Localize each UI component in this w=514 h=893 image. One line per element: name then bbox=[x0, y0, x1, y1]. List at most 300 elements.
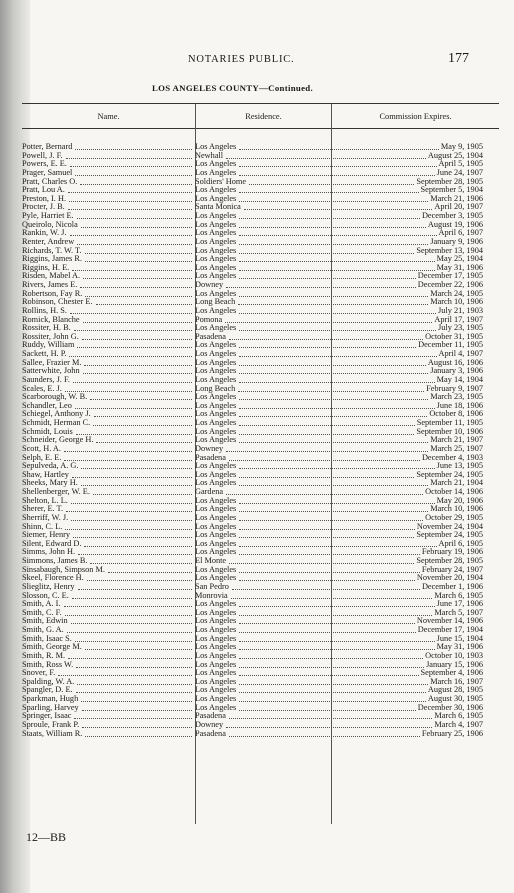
name-cell: Smith, Edwin bbox=[22, 617, 68, 626]
residence-cell: Pomona bbox=[195, 315, 223, 324]
dot-leader bbox=[239, 600, 435, 607]
table-row bbox=[22, 445, 499, 454]
residence-cell: Los Angeles bbox=[195, 496, 237, 505]
dot-leader bbox=[239, 548, 420, 555]
residence-cell: Monrovia bbox=[195, 591, 228, 600]
table-row bbox=[22, 592, 499, 601]
table-row bbox=[22, 281, 499, 290]
name-cell: Sallee, Frazier M. bbox=[22, 358, 82, 367]
expires-cell: June 18, 1906 bbox=[436, 401, 483, 410]
dot-leader bbox=[72, 592, 192, 599]
residence-cell: Los Angeles bbox=[195, 306, 237, 315]
expires-cell: November 14, 1906 bbox=[416, 617, 483, 626]
residence-cell: Gardena bbox=[195, 488, 224, 496]
residence-cell: Santa Monica bbox=[195, 203, 241, 212]
residence-cell: Los Angeles bbox=[195, 324, 237, 333]
dot-leader bbox=[239, 471, 414, 478]
name-cell: Smith, G. A. bbox=[22, 626, 64, 634]
table-row bbox=[22, 203, 499, 212]
dot-leader bbox=[239, 393, 428, 400]
residence-cell: El Monte bbox=[195, 557, 227, 565]
name-cell: Slosson, C. E. bbox=[22, 591, 69, 600]
dot-leader bbox=[64, 445, 192, 452]
expires-cell: June 17, 1906 bbox=[436, 600, 483, 609]
expires-cell: October 31, 1905 bbox=[425, 332, 483, 341]
name-cell: Rankin, W. J. bbox=[22, 229, 67, 238]
dot-leader bbox=[81, 221, 192, 228]
table-row bbox=[22, 635, 499, 644]
dot-leader bbox=[77, 212, 192, 219]
residence-cell: Pasadena bbox=[195, 712, 226, 721]
dot-leader bbox=[82, 721, 192, 728]
residence-cell: Los Angeles bbox=[195, 427, 237, 436]
table-row bbox=[22, 686, 499, 695]
dot-leader bbox=[239, 290, 428, 297]
residence-cell: Los Angeles bbox=[195, 651, 237, 660]
name-cell: Scott, H. A. bbox=[22, 444, 61, 453]
dot-leader bbox=[239, 376, 435, 383]
dot-leader bbox=[244, 203, 432, 210]
dot-leader bbox=[238, 385, 424, 392]
residence-cell: San Pedro bbox=[195, 582, 229, 591]
expires-cell: June 24, 1907 bbox=[436, 168, 483, 177]
dot-leader bbox=[239, 678, 428, 685]
dot-leader bbox=[77, 678, 192, 685]
dot-leader bbox=[239, 186, 419, 193]
residence-cell: Los Angeles bbox=[195, 419, 237, 427]
dot-leader bbox=[75, 635, 192, 642]
expires-cell: August 30, 1905 bbox=[427, 695, 483, 703]
dot-leader bbox=[96, 436, 192, 443]
expires-cell: December 30, 1906 bbox=[417, 703, 483, 712]
dot-leader bbox=[78, 583, 192, 590]
expires-cell: April 17, 1907 bbox=[434, 315, 483, 324]
table-row bbox=[22, 264, 499, 273]
residence-cell: Los Angeles bbox=[195, 194, 237, 203]
table-row bbox=[22, 531, 499, 540]
residence-cell: Los Angeles bbox=[195, 237, 237, 246]
dot-leader bbox=[81, 479, 192, 486]
table-row bbox=[22, 695, 499, 704]
table-body bbox=[22, 143, 499, 738]
dot-leader bbox=[239, 497, 435, 504]
residence-cell: Downey bbox=[195, 281, 224, 289]
table-row bbox=[22, 152, 499, 161]
residence-cell: Los Angeles bbox=[195, 143, 237, 151]
name-cell: Powell, J. F. bbox=[22, 151, 63, 160]
residence-cell: Los Angeles bbox=[195, 574, 237, 583]
name-cell: Shaw, Hartley bbox=[22, 470, 69, 479]
section-subtitle: LOS ANGELES COUNTY—Continued. bbox=[152, 83, 313, 93]
dot-leader bbox=[77, 341, 192, 348]
name-cell: Robertson, Fay R. bbox=[22, 289, 83, 298]
dot-leader bbox=[69, 350, 192, 357]
dot-leader bbox=[65, 523, 192, 530]
dot-leader bbox=[239, 160, 437, 167]
dot-leader bbox=[239, 402, 435, 409]
residence-cell: Los Angeles bbox=[195, 522, 237, 531]
dot-leader bbox=[85, 730, 192, 737]
dot-leader bbox=[90, 557, 192, 564]
dot-leader bbox=[83, 316, 192, 323]
name-cell: Sackett, H. P. bbox=[22, 350, 67, 358]
residence-cell: Downey bbox=[195, 444, 224, 453]
residence-cell: Los Angeles bbox=[195, 669, 237, 678]
name-cell: Scales, E. J. bbox=[22, 384, 62, 393]
dot-leader bbox=[226, 152, 426, 159]
name-cell: Simms, John H. bbox=[22, 548, 76, 557]
expires-cell: December 22, 1906 bbox=[417, 281, 483, 289]
table-row bbox=[22, 548, 499, 557]
dot-leader bbox=[229, 333, 423, 340]
table-row bbox=[22, 730, 499, 739]
name-cell: Rivers, James E. bbox=[22, 281, 78, 289]
residence-cell: Los Angeles bbox=[195, 548, 237, 557]
residence-cell: Los Angeles bbox=[195, 341, 237, 350]
expires-cell: May 25, 1904 bbox=[436, 255, 483, 264]
residence-cell: Los Angeles bbox=[195, 393, 237, 402]
table-row bbox=[22, 497, 499, 506]
table-row bbox=[22, 523, 499, 532]
table-row bbox=[22, 367, 499, 376]
dot-leader bbox=[68, 186, 192, 193]
residence-cell: Los Angeles bbox=[195, 462, 237, 471]
dot-leader bbox=[239, 652, 423, 659]
dot-leader bbox=[239, 367, 428, 374]
residence-cell: Los Angeles bbox=[195, 617, 237, 626]
dot-leader bbox=[82, 333, 192, 340]
dot-leader bbox=[239, 462, 435, 469]
expires-cell: March 21, 1904 bbox=[430, 479, 483, 488]
dot-leader bbox=[239, 531, 414, 538]
table-row bbox=[22, 160, 499, 169]
table-row bbox=[22, 195, 499, 204]
dot-leader bbox=[85, 255, 192, 262]
table-row bbox=[22, 333, 499, 342]
table-row bbox=[22, 307, 499, 316]
name-cell: Satterwhite, John bbox=[22, 367, 80, 376]
dot-leader bbox=[232, 583, 420, 590]
name-cell: Siemer, Henry bbox=[22, 531, 71, 540]
table-row bbox=[22, 505, 499, 514]
dot-leader bbox=[239, 359, 426, 366]
name-cell: Sherriff, W. J. bbox=[22, 513, 69, 522]
name-cell: Sepulveda, A. G. bbox=[22, 462, 79, 471]
dot-leader bbox=[239, 255, 435, 262]
residence-cell: Los Angeles bbox=[195, 703, 237, 712]
residence-cell: Los Angeles bbox=[195, 436, 237, 445]
table-row bbox=[22, 678, 499, 687]
table-row bbox=[22, 712, 499, 721]
dot-leader bbox=[239, 272, 416, 279]
expires-cell: March 4, 1907 bbox=[434, 720, 483, 729]
residence-cell: Pasadena bbox=[195, 332, 226, 341]
residence-cell: Los Angeles bbox=[195, 531, 237, 540]
dot-leader bbox=[69, 195, 192, 202]
expires-cell: December 11, 1905 bbox=[418, 341, 483, 350]
expires-cell: August 25, 1904 bbox=[427, 151, 483, 160]
expires-cell: February 19, 1906 bbox=[421, 548, 483, 557]
name-cell: Springer, Isaac bbox=[22, 712, 72, 721]
expires-cell: May 9, 1905 bbox=[440, 143, 483, 151]
expires-cell: March 16, 1907 bbox=[430, 677, 483, 686]
dot-leader bbox=[239, 686, 426, 693]
table-row bbox=[22, 454, 499, 463]
expires-cell: September 28, 1905 bbox=[416, 177, 483, 186]
dot-leader bbox=[65, 609, 192, 616]
residence-cell: Los Angeles bbox=[195, 229, 237, 238]
dot-leader bbox=[81, 695, 192, 702]
dot-leader bbox=[81, 462, 192, 469]
expires-cell: September 11, 1905 bbox=[416, 419, 483, 427]
dot-leader bbox=[66, 505, 192, 512]
expires-cell: December 17, 1904 bbox=[417, 626, 483, 634]
name-cell: Sproule, Frank P. bbox=[22, 720, 80, 729]
dot-leader bbox=[229, 712, 432, 719]
dot-leader bbox=[226, 721, 432, 728]
expires-cell: March 6, 1905 bbox=[434, 712, 483, 721]
dot-leader bbox=[72, 471, 192, 478]
residence-cell: Los Angeles bbox=[195, 513, 237, 522]
table-row bbox=[22, 462, 499, 471]
residence-cell: Los Angeles bbox=[195, 626, 237, 634]
dot-leader bbox=[239, 626, 416, 633]
dot-leader bbox=[84, 540, 192, 547]
table-row bbox=[22, 419, 499, 428]
dot-leader bbox=[66, 152, 192, 159]
dot-leader bbox=[71, 497, 192, 504]
table-row bbox=[22, 661, 499, 670]
residence-cell: Downey bbox=[195, 720, 224, 729]
expires-cell: December 17, 1905 bbox=[417, 272, 483, 281]
dot-leader bbox=[239, 643, 435, 650]
residence-cell: Los Angeles bbox=[195, 660, 237, 669]
table-row bbox=[22, 402, 499, 411]
dot-leader bbox=[239, 669, 419, 676]
dot-leader bbox=[76, 428, 192, 435]
name-cell: Schandler, Leo bbox=[22, 401, 72, 410]
expires-cell: September 24, 1905 bbox=[416, 531, 483, 540]
dot-leader bbox=[239, 523, 415, 530]
expires-cell: March 6, 1905 bbox=[434, 591, 483, 600]
residence-cell: Los Angeles bbox=[195, 358, 237, 367]
name-cell: Sherer, E. T. bbox=[22, 505, 64, 514]
dot-leader bbox=[239, 609, 432, 616]
residence-cell: Los Angeles bbox=[195, 643, 237, 652]
name-cell: Schneider, George H. bbox=[22, 436, 94, 445]
dot-leader bbox=[85, 290, 192, 297]
residence-cell: Los Angeles bbox=[195, 263, 237, 272]
name-cell: Simmons, James B. bbox=[22, 557, 88, 565]
name-cell: Robinson, Chester E. bbox=[22, 298, 93, 307]
dot-leader bbox=[239, 195, 428, 202]
expires-cell: June 13, 1905 bbox=[436, 462, 483, 471]
name-cell: Preston, I. H. bbox=[22, 194, 67, 203]
table-row bbox=[22, 514, 499, 523]
dot-leader bbox=[85, 643, 192, 650]
table-row bbox=[22, 410, 499, 419]
expires-cell: March 25, 1907 bbox=[430, 444, 483, 453]
dot-leader bbox=[67, 626, 192, 633]
dot-leader bbox=[93, 488, 192, 495]
expires-cell: March 10, 1906 bbox=[430, 505, 483, 514]
page-number: 177 bbox=[448, 51, 469, 66]
residence-cell: Los Angeles bbox=[195, 168, 237, 177]
expires-cell: January 15, 1906 bbox=[426, 660, 483, 669]
dot-leader bbox=[239, 324, 436, 331]
table-row bbox=[22, 617, 499, 626]
residence-cell: Los Angeles bbox=[195, 565, 237, 574]
table-row bbox=[22, 600, 499, 609]
expires-cell: September 4, 1906 bbox=[420, 669, 483, 678]
table-row bbox=[22, 393, 499, 402]
table-row bbox=[22, 488, 499, 497]
dot-leader bbox=[239, 661, 424, 668]
expires-cell: April 6, 1907 bbox=[438, 229, 483, 238]
name-cell: Schmidt, Louis bbox=[22, 427, 73, 436]
residence-cell: Los Angeles bbox=[195, 367, 237, 376]
dot-leader bbox=[93, 419, 192, 426]
name-cell: Shinn, C. L. bbox=[22, 522, 63, 531]
dot-leader bbox=[83, 272, 192, 279]
residence-cell: Los Angeles bbox=[195, 686, 237, 695]
dot-leader bbox=[239, 704, 416, 711]
signature-mark: 12—BB bbox=[26, 830, 67, 844]
dot-leader bbox=[84, 359, 192, 366]
dot-leader bbox=[239, 428, 414, 435]
name-cell: Snover, F. bbox=[22, 669, 56, 678]
expires-cell: February 9, 1907 bbox=[426, 384, 483, 393]
dot-leader bbox=[239, 505, 428, 512]
dot-leader bbox=[64, 454, 192, 461]
name-cell: Riggins, James R. bbox=[22, 255, 82, 264]
name-cell: Sparkman, Hugh bbox=[22, 695, 79, 703]
expires-cell: March 5, 1907 bbox=[434, 608, 483, 617]
table-row bbox=[22, 626, 499, 635]
name-cell: Silent, Edward D. bbox=[22, 539, 82, 548]
dot-leader bbox=[239, 419, 415, 426]
expires-cell: March 23, 1905 bbox=[430, 393, 483, 402]
residence-cell: Los Angeles bbox=[195, 600, 237, 609]
residence-cell: Los Angeles bbox=[195, 220, 237, 229]
dot-leader bbox=[239, 229, 437, 236]
name-cell: Powers, E. E. bbox=[22, 160, 67, 169]
expires-cell: August 19, 1906 bbox=[427, 220, 483, 229]
table-row bbox=[22, 376, 499, 385]
residence-cell: Long Beach bbox=[195, 384, 236, 393]
column-header-residence: Residence. bbox=[196, 104, 331, 129]
name-cell: Slieglitz, Henry bbox=[22, 582, 75, 591]
dot-leader bbox=[65, 385, 192, 392]
residence-cell: Los Angeles bbox=[195, 470, 237, 479]
expires-cell: December 1, 1906 bbox=[421, 582, 483, 591]
dot-leader bbox=[239, 566, 420, 573]
dot-leader bbox=[70, 307, 192, 314]
residence-cell: Newhall bbox=[195, 151, 224, 160]
name-cell: Spalding, W. A. bbox=[22, 677, 75, 686]
name-cell: Smith, George M. bbox=[22, 643, 82, 652]
dot-leader bbox=[78, 548, 192, 555]
name-cell: Smith, Isaac S. bbox=[22, 634, 72, 643]
expires-cell: March 24, 1905 bbox=[430, 289, 483, 298]
table-row bbox=[22, 178, 499, 187]
residence-cell: Pasadena bbox=[195, 453, 226, 462]
table-row bbox=[22, 324, 499, 333]
residence-cell: Los Angeles bbox=[195, 160, 237, 169]
table-row bbox=[22, 272, 499, 281]
name-cell: Rossiter, John G. bbox=[22, 332, 79, 341]
residence-cell: Los Angeles bbox=[195, 479, 237, 488]
table-row bbox=[22, 247, 499, 256]
name-cell: Pratt, Lou A. bbox=[22, 186, 65, 195]
dot-leader bbox=[64, 600, 192, 607]
dot-leader bbox=[71, 617, 192, 624]
expires-cell: March 21, 1907 bbox=[430, 436, 483, 445]
dot-leader bbox=[239, 212, 420, 219]
table-row bbox=[22, 143, 499, 152]
expires-cell: August 16, 1906 bbox=[427, 358, 483, 367]
dot-leader bbox=[87, 574, 192, 581]
dot-leader bbox=[239, 410, 427, 417]
notaries-table bbox=[22, 103, 499, 824]
name-cell: Richards, T. W. T. bbox=[22, 246, 82, 255]
dot-leader bbox=[76, 686, 192, 693]
dot-leader bbox=[72, 264, 192, 271]
dot-leader bbox=[74, 324, 192, 331]
name-cell: Prager, Samuel bbox=[22, 168, 73, 177]
expires-cell: October 8, 1906 bbox=[429, 410, 483, 419]
name-cell: Skeel, Florence H. bbox=[22, 574, 84, 583]
residence-cell: Los Angeles bbox=[195, 401, 237, 410]
table-row bbox=[22, 574, 499, 583]
residence-cell: Los Angeles bbox=[195, 695, 237, 703]
residence-cell: Los Angeles bbox=[195, 272, 237, 281]
dot-leader bbox=[71, 514, 192, 521]
table-row bbox=[22, 479, 499, 488]
page-header bbox=[0, 51, 514, 70]
name-cell: Selph, E. E. bbox=[22, 453, 62, 462]
expires-cell: September 10, 1906 bbox=[416, 427, 483, 436]
dot-leader bbox=[94, 410, 192, 417]
table-row bbox=[22, 557, 499, 566]
dot-leader bbox=[90, 393, 192, 400]
residence-cell: Los Angeles bbox=[195, 375, 237, 384]
column-header-expires: Commission Expires. bbox=[332, 104, 499, 129]
table-row bbox=[22, 471, 499, 480]
name-cell: Sinsabaugh, Simpson M. bbox=[22, 565, 105, 574]
residence-cell: Los Angeles bbox=[195, 212, 237, 220]
dot-leader bbox=[73, 531, 192, 538]
dot-leader bbox=[68, 203, 192, 210]
dot-leader bbox=[85, 247, 192, 254]
name-cell: Queirolo, Nicola bbox=[22, 220, 78, 229]
expires-cell: February 24, 1907 bbox=[421, 565, 483, 574]
name-cell: Smith, Ross W. bbox=[22, 660, 74, 669]
name-cell: Pyle, Harriet E. bbox=[22, 212, 74, 220]
table-row bbox=[22, 221, 499, 230]
table-row bbox=[22, 298, 499, 307]
name-cell: Shelton, L. L. bbox=[22, 496, 68, 505]
name-cell: Rollins, H. S. bbox=[22, 306, 67, 315]
dot-leader bbox=[83, 367, 192, 374]
expires-cell: July 23, 1905 bbox=[438, 324, 483, 333]
expires-cell: September 13, 1904 bbox=[416, 246, 483, 255]
table-row bbox=[22, 704, 499, 713]
residence-cell: Los Angeles bbox=[195, 246, 237, 255]
name-cell: Schiegel, Anthony J. bbox=[22, 410, 91, 419]
expires-cell: September 5, 1904 bbox=[420, 186, 483, 195]
name-cell: Spangler, D. E. bbox=[22, 686, 73, 695]
